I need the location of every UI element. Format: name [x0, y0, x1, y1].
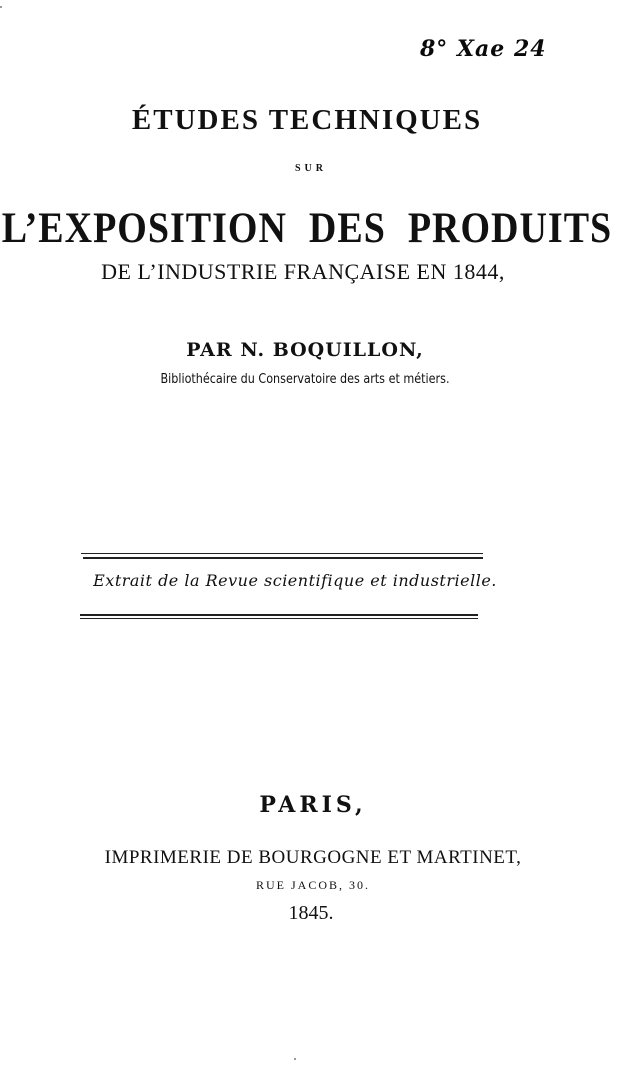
- title-connector: SUR: [294, 163, 327, 174]
- author-line: PAR N. BOQUILLON,: [186, 339, 424, 361]
- imprint-printer: IMPRIMERIE DE BOURGOGNE ET MARTINET,: [104, 847, 522, 868]
- lower-rule-thin: [80, 618, 478, 619]
- main-title: [0, 203, 624, 254]
- imprint-year: 1845.: [288, 902, 334, 924]
- main-title-word-2: DES: [308, 204, 386, 253]
- handwritten-shelfmark: 8° Xae 24: [420, 36, 547, 62]
- scan-speck: [294, 1058, 296, 1060]
- scan-speck: [0, 6, 2, 8]
- upper-rule-thick: [83, 557, 483, 559]
- subtitle-industrie: DE L’INDUSTRIE FRANÇAISE EN 1844,: [101, 259, 505, 284]
- upper-rule-thin: [81, 553, 483, 554]
- main-title-word-3: PRODUITS: [407, 204, 613, 253]
- imprint-address: RUE JACOB, 30.: [255, 878, 370, 892]
- lower-rule-thick: [80, 614, 478, 616]
- author-role: Bibliothécaire du Conservatoire des arts et métiers.: [160, 372, 450, 387]
- title-line-etudes: ÉTUDES TECHNIQUES: [131, 104, 483, 136]
- extract-note: Extrait de la Revue scientifique et industrielle.: [93, 571, 497, 590]
- main-title-word-1: L’EXPOSITION: [1, 204, 287, 253]
- imprint-city: PARIS,: [259, 792, 367, 818]
